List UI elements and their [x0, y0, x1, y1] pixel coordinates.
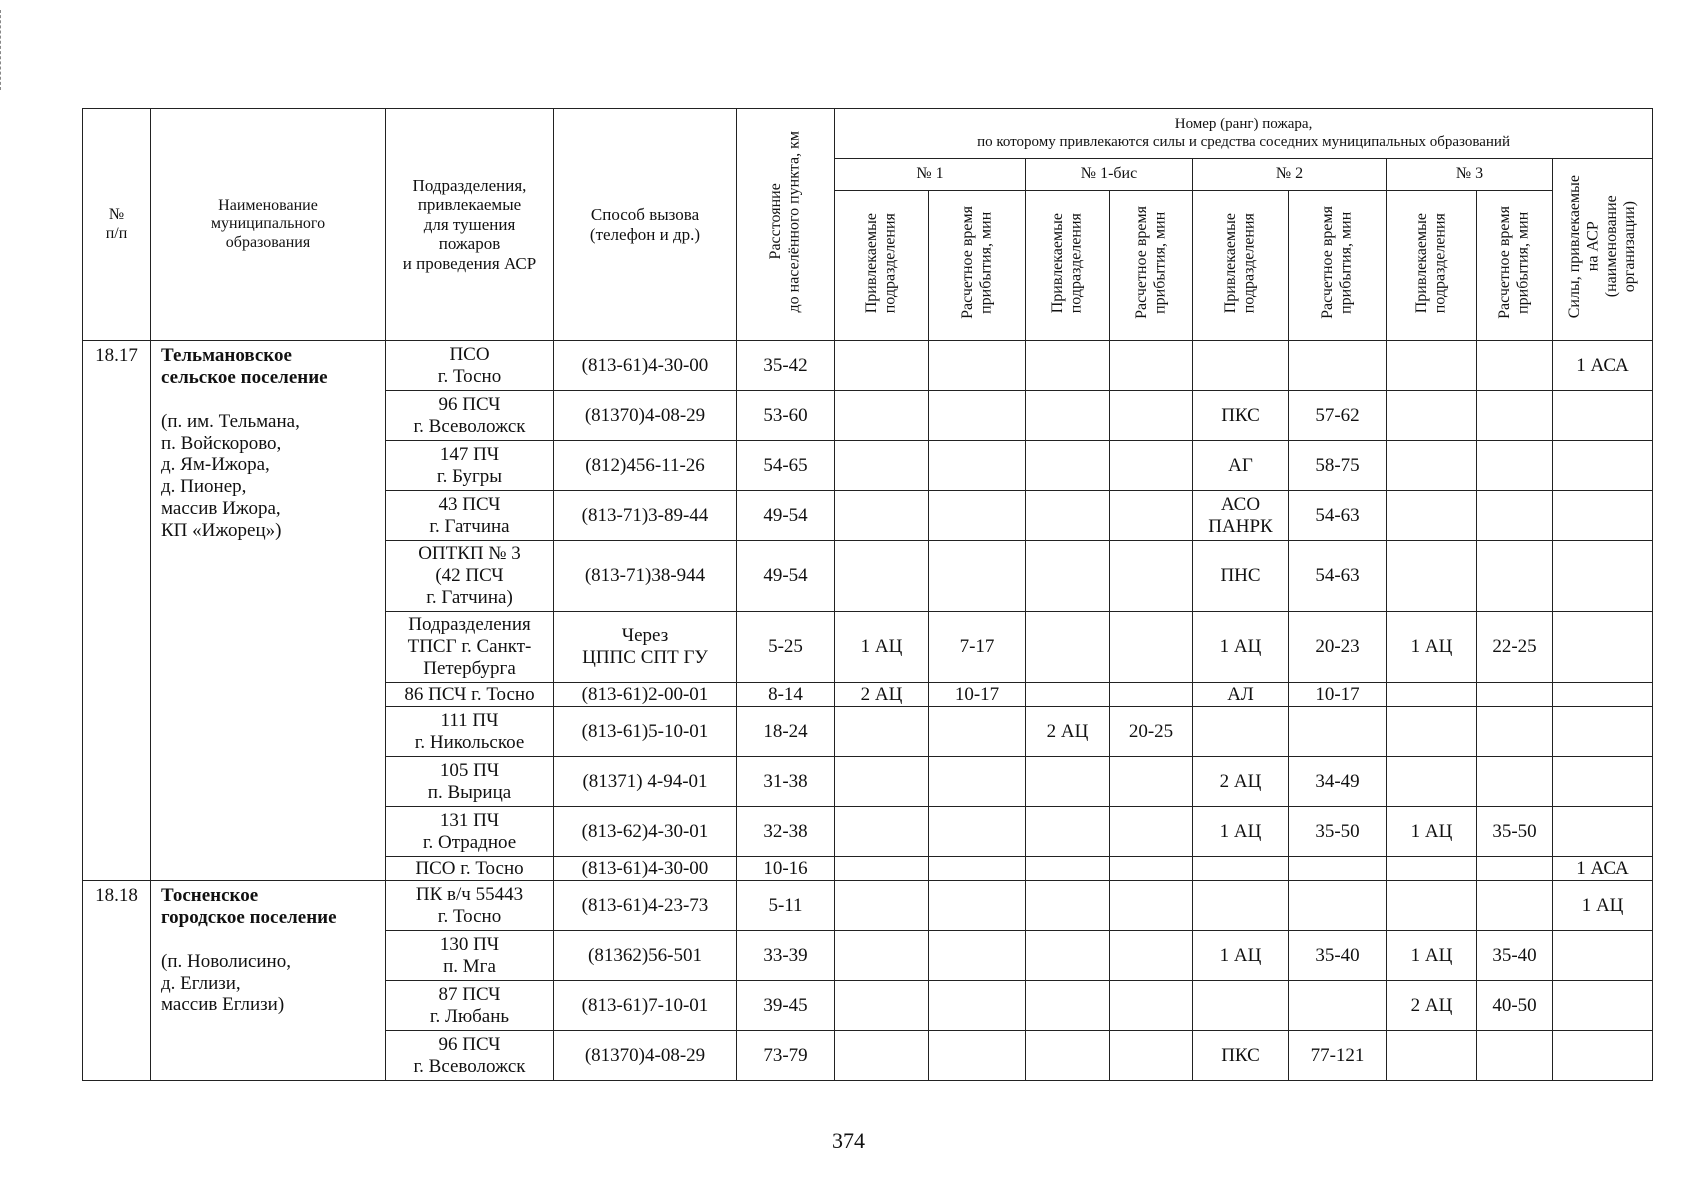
header-distance: [737, 109, 835, 341]
rank1bis-time-cell: [1110, 441, 1193, 491]
rank3-time-cell: [1477, 441, 1553, 491]
scan-edge-mark: [0, 10, 4, 90]
sub-time-label: Расчетное время прибытия, мин: [958, 206, 994, 320]
header-asr-label: Силы, привлекаемые на АСР (наименование организации): [1565, 175, 1638, 319]
rank3-units-cell: 1 АЦ: [1387, 612, 1477, 683]
municipality-name: Тосненское городское поселение: [161, 885, 337, 928]
sub-units-label: Привлекаемые подразделения: [863, 212, 899, 313]
asr-forces-cell: 1 АСА: [1553, 857, 1653, 881]
rank2-units-cell: [1193, 881, 1289, 931]
rank3-units-cell: [1387, 881, 1477, 931]
header-rank-1bis-time: [1110, 191, 1193, 341]
municipality-name: Тельмановское сельское поселение: [161, 345, 328, 388]
asr-forces-cell: [1553, 1031, 1653, 1081]
rank1bis-units-cell: [1026, 807, 1110, 857]
table-body: [83, 341, 1653, 1081]
rank1bis-time-cell: 20-25: [1110, 707, 1193, 757]
rank1-time-cell: [929, 341, 1026, 391]
section-number: 18.18: [83, 881, 151, 1081]
rank1bis-units-cell: [1026, 881, 1110, 931]
header-call-method: Способ вызова (телефон и др.): [554, 109, 737, 341]
page-number: 374: [832, 1128, 865, 1153]
header-rank-2-units: [1193, 191, 1289, 341]
rank1-units-cell: [835, 1031, 929, 1081]
header-rank-3-time: [1477, 191, 1553, 341]
rank1bis-units-cell: [1026, 491, 1110, 541]
rank1bis-time-cell: [1110, 491, 1193, 541]
rank1-units-cell: [835, 707, 929, 757]
rank3-units-cell: [1387, 707, 1477, 757]
rank1-units-cell: [835, 757, 929, 807]
phone-cell: (81362)56-501: [554, 931, 737, 981]
rank1-time-cell: [929, 707, 1026, 757]
asr-forces-cell: [1553, 491, 1653, 541]
rank2-units-cell: 2 АЦ: [1193, 757, 1289, 807]
rank1bis-units-cell: [1026, 441, 1110, 491]
rank2-time-cell: [1289, 707, 1387, 757]
sub-units-label: Привлекаемые подразделения: [1413, 212, 1449, 313]
unit-cell: 96 ПСЧ г. Всеволожск: [386, 1031, 554, 1081]
rank1-units-cell: [835, 931, 929, 981]
municipality-locations: (п. им. Тельмана, п. Войскорово, д. Ям-Ижора, д. Пионер, массив Ижора, КП «Ижорец»): [161, 410, 300, 541]
rank1-units-cell: [835, 981, 929, 1031]
rank1bis-units-cell: [1026, 341, 1110, 391]
distance-cell: 53-60: [737, 391, 835, 441]
phone-cell: (81371) 4-94-01: [554, 757, 737, 807]
rank1bis-units-cell: [1026, 757, 1110, 807]
rank1-time-cell: [929, 757, 1026, 807]
rank1-units-cell: [835, 857, 929, 881]
municipality-cell: [151, 341, 386, 881]
rank2-time-cell: 58-75: [1289, 441, 1387, 491]
phone-cell: (813-61)4-30-00: [554, 857, 737, 881]
rank1-units-cell: [835, 541, 929, 612]
header-rank-1-units: [835, 191, 929, 341]
distance-cell: 39-45: [737, 981, 835, 1031]
rank3-time-cell: 40-50: [1477, 981, 1553, 1031]
unit-cell: ПК в/ч 55443 г. Тосно: [386, 881, 554, 931]
rank1-units-cell: [835, 807, 929, 857]
header-num: № п/п: [83, 109, 151, 341]
unit-cell: 147 ПЧ г. Бугры: [386, 441, 554, 491]
rank2-time-cell: [1289, 881, 1387, 931]
rank2-time-cell: [1289, 981, 1387, 1031]
unit-cell: 86 ПСЧ г. Тосно: [386, 683, 554, 707]
header-distance-label: Расстояние до населённого пункта, км: [767, 131, 803, 313]
rank1-units-cell: [835, 341, 929, 391]
phone-cell: (813-62)4-30-01: [554, 807, 737, 857]
rank1-time-cell: [929, 981, 1026, 1031]
rank1bis-time-cell: [1110, 341, 1193, 391]
unit-cell: 105 ПЧ п. Вырица: [386, 757, 554, 807]
rank2-units-cell: ПНС: [1193, 541, 1289, 612]
rank2-units-cell: [1193, 857, 1289, 881]
unit-cell: ПСО г. Тосно: [386, 341, 554, 391]
rank3-time-cell: [1477, 857, 1553, 881]
rank2-units-cell: 1 АЦ: [1193, 807, 1289, 857]
rank1-units-cell: [835, 391, 929, 441]
rank3-units-cell: [1387, 683, 1477, 707]
rank1-units-cell: [835, 441, 929, 491]
distance-cell: 54-65: [737, 441, 835, 491]
rank1-time-cell: [929, 931, 1026, 981]
table-row: [83, 341, 1653, 391]
rank1bis-time-cell: [1110, 541, 1193, 612]
rank1bis-units-cell: [1026, 612, 1110, 683]
unit-cell: 96 ПСЧ г. Всеволожск: [386, 391, 554, 441]
rank1bis-time-cell: [1110, 931, 1193, 981]
rank1bis-time-cell: [1110, 757, 1193, 807]
rank2-time-cell: 57-62: [1289, 391, 1387, 441]
rank3-units-cell: [1387, 1031, 1477, 1081]
rank1-units-cell: 1 АЦ: [835, 612, 929, 683]
rank2-time-cell: 54-63: [1289, 541, 1387, 612]
header-rank-1: № 1: [835, 159, 1026, 191]
sub-units-label: Привлекаемые подразделения: [1049, 212, 1085, 313]
unit-cell: ПСО г. Тосно: [386, 857, 554, 881]
asr-forces-cell: 1 АЦ: [1553, 881, 1653, 931]
distance-cell: 5-11: [737, 881, 835, 931]
rank1bis-units-cell: [1026, 683, 1110, 707]
phone-cell: (813-61)4-23-73: [554, 881, 737, 931]
rank3-time-cell: 35-40: [1477, 931, 1553, 981]
rank3-time-cell: [1477, 707, 1553, 757]
distance-cell: 73-79: [737, 1031, 835, 1081]
phone-cell: (81370)4-08-29: [554, 391, 737, 441]
phone-cell: (813-71)38-944: [554, 541, 737, 612]
rank1-time-cell: [929, 391, 1026, 441]
sub-time-label: Расчетное время прибытия, мин: [1319, 206, 1355, 320]
rank2-units-cell: ПКС: [1193, 1031, 1289, 1081]
rank1-time-cell: [929, 491, 1026, 541]
distance-cell: 49-54: [737, 541, 835, 612]
rank3-units-cell: [1387, 441, 1477, 491]
rank1bis-units-cell: [1026, 1031, 1110, 1081]
rank1bis-units-cell: [1026, 981, 1110, 1031]
asr-forces-cell: [1553, 612, 1653, 683]
rank3-time-cell: [1477, 491, 1553, 541]
header-rank-3: № 3: [1387, 159, 1553, 191]
rank2-units-cell: 1 АЦ: [1193, 931, 1289, 981]
rank1bis-time-cell: [1110, 612, 1193, 683]
asr-forces-cell: [1553, 931, 1653, 981]
rank3-units-cell: [1387, 491, 1477, 541]
asr-forces-cell: [1553, 757, 1653, 807]
rank1-time-cell: 7-17: [929, 612, 1026, 683]
rank2-time-cell: [1289, 341, 1387, 391]
section-number: 18.17: [83, 341, 151, 881]
rank3-time-cell: [1477, 881, 1553, 931]
rank2-time-cell: 77-121: [1289, 1031, 1387, 1081]
rank2-units-cell: [1193, 341, 1289, 391]
rank2-units-cell: АСО ПАНРК: [1193, 491, 1289, 541]
rank1bis-time-cell: [1110, 981, 1193, 1031]
rank2-time-cell: 35-50: [1289, 807, 1387, 857]
sub-units-label: Привлекаемые подразделения: [1222, 212, 1258, 313]
unit-cell: 130 ПЧ п. Мга: [386, 931, 554, 981]
rank3-time-cell: [1477, 1031, 1553, 1081]
asr-forces-cell: 1 АСА: [1553, 341, 1653, 391]
unit-cell: 87 ПСЧ г. Любань: [386, 981, 554, 1031]
rank1bis-units-cell: [1026, 391, 1110, 441]
rank1bis-time-cell: [1110, 391, 1193, 441]
asr-forces-cell: [1553, 707, 1653, 757]
unit-cell: 111 ПЧ г. Никольское: [386, 707, 554, 757]
unit-cell: 131 ПЧ г. Отрадное: [386, 807, 554, 857]
rank3-units-cell: [1387, 541, 1477, 612]
unit-cell: Подразделения ТПСГ г. Санкт- Петербурга: [386, 612, 554, 683]
phone-cell: Через ЦППС СПТ ГУ: [554, 612, 737, 683]
asr-forces-cell: [1553, 391, 1653, 441]
header-municipality: Наименование муниципального образования: [151, 109, 386, 341]
phone-cell: (813-71)3-89-44: [554, 491, 737, 541]
rank3-units-cell: 2 АЦ: [1387, 981, 1477, 1031]
phone-cell: (813-61)7-10-01: [554, 981, 737, 1031]
municipality-locations: (п. Новолисино, д. Еглизи, массив Еглизи): [161, 950, 291, 1016]
phone-cell: (812)456-11-26: [554, 441, 737, 491]
rank2-units-cell: АЛ: [1193, 683, 1289, 707]
distance-cell: 32-38: [737, 807, 835, 857]
distance-cell: 35-42: [737, 341, 835, 391]
distance-cell: 5-25: [737, 612, 835, 683]
rank3-time-cell: [1477, 341, 1553, 391]
rank1-units-cell: [835, 491, 929, 541]
asr-forces-cell: [1553, 441, 1653, 491]
rank2-time-cell: [1289, 857, 1387, 881]
phone-cell: (81370)4-08-29: [554, 1031, 737, 1081]
header-rank-3-units: [1387, 191, 1477, 341]
header-units: Подразделения, привлекаемые для тушения пожаров и проведения АСР: [386, 109, 554, 341]
rank1-units-cell: 2 АЦ: [835, 683, 929, 707]
rank3-units-cell: 1 АЦ: [1387, 807, 1477, 857]
rank2-units-cell: 1 АЦ: [1193, 612, 1289, 683]
rank3-time-cell: [1477, 757, 1553, 807]
rank1-time-cell: 10-17: [929, 683, 1026, 707]
rank3-time-cell: [1477, 391, 1553, 441]
rank1bis-time-cell: [1110, 683, 1193, 707]
header-rank-title: Номер (ранг) пожара, по которому привлекаются силы и средства соседних муниципальных образований: [835, 109, 1653, 159]
rank2-time-cell: 10-17: [1289, 683, 1387, 707]
rank3-units-cell: [1387, 341, 1477, 391]
rank1bis-time-cell: [1110, 807, 1193, 857]
rank1bis-units-cell: [1026, 541, 1110, 612]
rank3-time-cell: [1477, 683, 1553, 707]
rank1-time-cell: [929, 881, 1026, 931]
rank1-time-cell: [929, 541, 1026, 612]
distance-cell: 33-39: [737, 931, 835, 981]
asr-forces-cell: [1553, 541, 1653, 612]
header-rank-2: № 2: [1193, 159, 1387, 191]
phone-cell: (813-61)4-30-00: [554, 341, 737, 391]
rank3-units-cell: 1 АЦ: [1387, 931, 1477, 981]
table-row: [83, 881, 1653, 931]
asr-forces-cell: [1553, 683, 1653, 707]
unit-cell: 43 ПСЧ г. Гатчина: [386, 491, 554, 541]
header-asr-forces: [1553, 159, 1653, 341]
asr-forces-cell: [1553, 981, 1653, 1031]
rank3-time-cell: 35-50: [1477, 807, 1553, 857]
rank2-units-cell: АГ: [1193, 441, 1289, 491]
rank2-time-cell: 54-63: [1289, 491, 1387, 541]
rank1bis-time-cell: [1110, 857, 1193, 881]
header-rank-1bis-units: [1026, 191, 1110, 341]
rank1bis-units-cell: [1026, 857, 1110, 881]
asr-forces-cell: [1553, 807, 1653, 857]
rank1-time-cell: [929, 807, 1026, 857]
rank1bis-time-cell: [1110, 1031, 1193, 1081]
rank1-time-cell: [929, 857, 1026, 881]
phone-cell: (813-61)5-10-01: [554, 707, 737, 757]
header-rank-1bis: № 1-бис: [1026, 159, 1193, 191]
rank2-time-cell: 34-49: [1289, 757, 1387, 807]
rank2-time-cell: 35-40: [1289, 931, 1387, 981]
rank3-time-cell: [1477, 541, 1553, 612]
rank2-units-cell: [1193, 707, 1289, 757]
rank1-time-cell: [929, 1031, 1026, 1081]
distance-cell: 18-24: [737, 707, 835, 757]
rank1bis-units-cell: [1026, 931, 1110, 981]
rank1-units-cell: [835, 881, 929, 931]
distance-cell: 10-16: [737, 857, 835, 881]
rank3-units-cell: [1387, 391, 1477, 441]
rank2-units-cell: [1193, 981, 1289, 1031]
rank1bis-time-cell: [1110, 881, 1193, 931]
rank3-units-cell: [1387, 757, 1477, 807]
distance-cell: 49-54: [737, 491, 835, 541]
fire-forces-table: [82, 108, 1653, 1081]
header-rank-2-time: [1289, 191, 1387, 341]
rank2-units-cell: ПКС: [1193, 391, 1289, 441]
sub-time-label: Расчетное время прибытия, мин: [1132, 206, 1168, 320]
rank1-time-cell: [929, 441, 1026, 491]
rank3-time-cell: 22-25: [1477, 612, 1553, 683]
unit-cell: ОПТКП № 3 (42 ПСЧ г. Гатчина): [386, 541, 554, 612]
sub-time-label: Расчетное время прибытия, мин: [1496, 206, 1532, 320]
rank3-units-cell: [1387, 857, 1477, 881]
rank2-time-cell: 20-23: [1289, 612, 1387, 683]
rank1bis-units-cell: 2 АЦ: [1026, 707, 1110, 757]
distance-cell: 8-14: [737, 683, 835, 707]
header-rank-1-time: [929, 191, 1026, 341]
municipality-cell: [151, 881, 386, 1081]
distance-cell: 31-38: [737, 757, 835, 807]
phone-cell: (813-61)2-00-01: [554, 683, 737, 707]
